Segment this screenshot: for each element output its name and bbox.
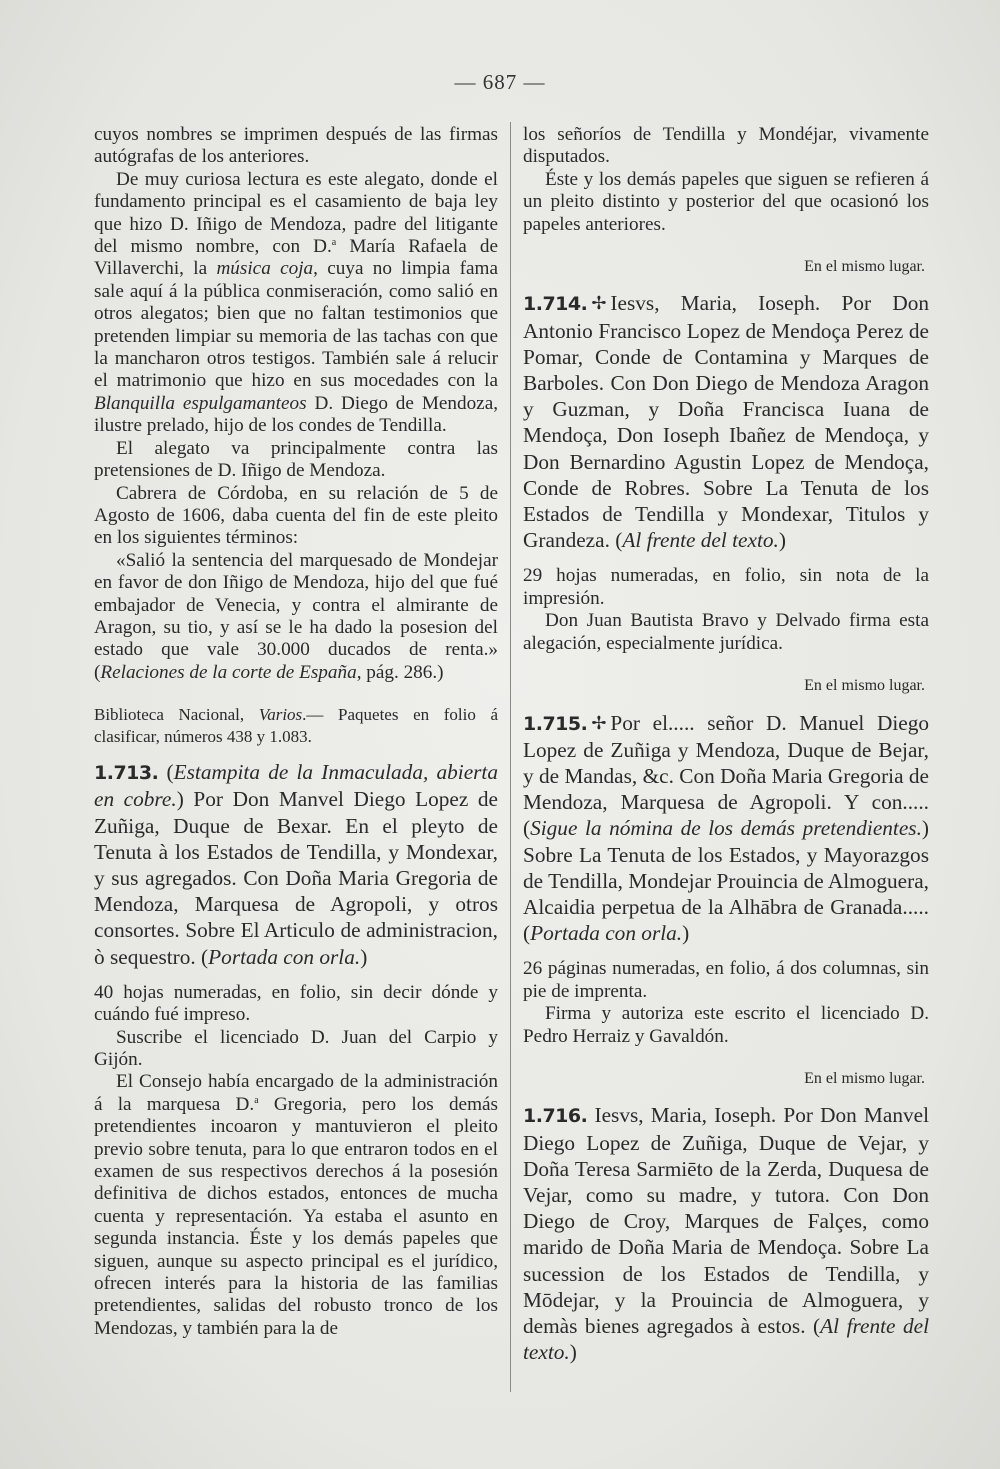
text-run: Estampita de la Inmaculada, abierta en cobre. [94, 760, 498, 812]
text-run: D. Diego de Mendoza, ilustre prelado, hijo de los condes de Tendilla. [94, 392, 499, 437]
text-run: Firma y autoriza este escrito el licenciado D. Pedro Herraiz y Gavaldón. [523, 1003, 929, 1047]
text-run: 26 páginas numeradas, en folio, á dos columnas, sin pie de imprenta. [523, 958, 929, 1002]
text-run: Don Juan Bautista Bravo y Delvado firma esta alegación, especialmente jurídica. [523, 610, 929, 654]
paragraph [523, 958, 929, 1003]
paragraph [523, 1003, 929, 1048]
text-run: Suscribe el licenciado D. Juan del Carpio y Gijón. [94, 1026, 498, 1070]
paragraph [523, 169, 929, 236]
text-run: Sigue la nómina de los demás pretendientes. [530, 816, 922, 841]
location-note: En el mismo lugar. [804, 258, 925, 276]
paragraph [94, 169, 498, 438]
entry-number: 1.716. [523, 1105, 588, 1128]
text-run: , pág. 286.) [356, 661, 444, 683]
text-run: 29 hojas numeradas, en folio, sin nota de la impresión. [523, 565, 929, 609]
text-run: El alegato va principalmente contra las pretensiones de D. Iñigo de Mendoza. [94, 437, 498, 482]
entry-1715 [523, 710, 929, 947]
paragraph [94, 483, 498, 550]
text-run: .— Paquetes en folio á clasificar, números 438 y 1.083. [94, 705, 498, 746]
left-column [94, 124, 498, 1340]
text-run: Portada con orla. [530, 921, 683, 946]
text-run: Biblioteca Nacional, [94, 705, 259, 725]
text-run: El Consejo había encargado de la administración á la marquesa D. [94, 1071, 498, 1115]
text-run: Varios [258, 705, 303, 725]
entry-1713 [94, 759, 498, 970]
text-run: Iesvs, Maria, Ioseph. Por Don Antonio Francisco Lopez de Mendoça Perez de Pomar, Conde de Contamina y Marques de Barboles. Con Don Diego de Mendoza Aragon y Guzman, y Doña Francisca Iuana de Mendoça, Don Ioseph Ibañez de Mendoça, y Don Bernardino Agustin Lopez de Mendoça, Conde de Robres. Sobre La Tenuta de los Estados de Tendilla y Mondexar, Titulos y Grandeza. ( [523, 291, 929, 553]
text-run: Al frente del texto. [523, 1313, 929, 1365]
location-note: En el mismo lugar. [804, 1069, 925, 1087]
page-number: — 687 — [454, 70, 546, 94]
text-run: María Rafaela de Villaverchi, la [94, 236, 498, 280]
entry-1716 [523, 1102, 929, 1365]
text-run: Iesvs, Maria, Ioseph. Por Don Manvel Diego Lopez de Zuñiga, Duque de Vejar, y Doña Teresa Sarmiēto de la Zerda, Duquesa de Vejar, como su madre, y tutora. Con Don Diego de Croy, Marques de Falçes, como marido de Doña Maria de Mendoça. Sobre La sucession de los Estados de Tendilla, y Mōdejar, y la Prouincia de Almoguera, y demàs bienes agregados à estos. ( [523, 1103, 929, 1338]
paragraph [94, 1027, 498, 1072]
right-column [523, 124, 929, 1365]
column-divider [510, 122, 511, 1392]
entry-number: 1.713. [94, 762, 159, 785]
text-run: «Salió la sentencia del marquesado de Mondejar en favor de don Iñigo de Mendoza, hijo del que fué embajador de Venecia, y contra el almirante de Aragon, su tio, y así se le ha dado la posesion del estado que vale 30.000 ducados de renta.» ( [94, 549, 498, 683]
paragraph [94, 982, 498, 1027]
text-run: Por el..... señor D. Manuel Diego Lopez de Zuñiga y Mendoza, Duque de Bejar, y de Mandas, &c. Con Doña Maria Gregoria de Mendoza, Marquesa de Agropoli. Y con..... ( [523, 710, 929, 841]
entry-number: 1.714. [523, 293, 588, 316]
text-run: los señoríos de Tendilla y Mondéjar, vivamente disputados. [523, 124, 929, 168]
entry-number: 1.715. [523, 712, 588, 735]
paragraph [94, 1071, 498, 1340]
quotation [94, 550, 498, 684]
text-run: Blanquilla espulgamanteos [94, 392, 307, 414]
text-run: , cuya no limpia fama sale aquí á la pública conmiseración, como salió en otros alegatos; bien que no faltan testimonios que pretenden limpiar su memoria de las tachas con que la mancharon otros testigos. También sale á relucir el matrimonio que hizo en sus mocedades con la [94, 258, 498, 392]
location-note: En el mismo lugar. [804, 677, 925, 695]
text-run: ) [569, 1340, 577, 1365]
text-run: Relaciones de la corte de España [100, 661, 357, 683]
text-run: Éste y los demás papeles que siguen se refieren á un pleito distinto y posterior del que ocasionó los papeles anteriores. [523, 168, 929, 235]
paragraph [523, 610, 929, 655]
text-run: ) Por Don Manvel Diego Lopez de Zuñiga, Duque de Bexar. En el pleyto de Tenuta à los Estados de Tendilla, y Mondexar, y sus agregados. Con Doña Maria Gregoria de Mendoza, Marquesa de Agropoli, y otros consortes. Sobre El Articulo de administracion, ò sequestro. ( [94, 787, 498, 969]
text-run: música coja [216, 258, 314, 280]
paragraph [523, 124, 929, 169]
text-run: Cabrera de Córdoba, en su relación de 5 de Agosto de 1606, daba cuenta del fin de este pleito en los siguientes términos: [94, 482, 498, 549]
text-run: a [254, 1094, 259, 1106]
text-run: ( [158, 760, 174, 785]
text-run: De muy curiosa lectura es este alegato, donde el fundamento principal es el casamiento de baja ley que hizo D. Iñigo de Mendoza, padre del litigante del mismo nombre, con D. [94, 168, 498, 258]
text-run: ) Sobre La Tenuta de los Estados, y Mayorazgos de Tendilla, Mondejar Prouincia de Almoguera, Alcaidia perpetua de la Alhābra de Granada..... ( [523, 816, 929, 946]
text-run: ) [778, 528, 786, 553]
text-run: ) [682, 921, 690, 946]
text-run: ) [360, 944, 368, 969]
paragraph [523, 565, 929, 610]
cross-icon: ✢ [591, 293, 607, 315]
paragraph [94, 438, 498, 483]
text-run: cuyos nombres se imprimen después de las firmas autógrafas de los anteriores. [94, 124, 498, 168]
text-run: 40 hojas numeradas, en folio, sin decir dónde y cuándo fué impreso. [94, 981, 498, 1026]
entry-1714 [523, 290, 929, 553]
text-run: Al frente del texto. [622, 528, 779, 553]
text-run: Portada con orla. [208, 944, 361, 969]
paragraph [94, 124, 498, 169]
library-reference [94, 704, 498, 747]
cross-icon: ✢ [591, 712, 607, 734]
text-run: a [331, 237, 337, 249]
text-run: Gregoria, pero los demás pretendientes incoaron y mantuvieron el pleito previo sobre tenuta, para lo que entraron todos en el examen de sus respectivos derechos á la posesión definitiva de dichos estados, entonces de mucha cuenta y representación. Ya estaba el asunto en segunda instancia. Éste y los demás papeles que siguen, aunque su aspecto principal es el jurídico, ofrecen interés para la historia de las familias pretendientes, salidas del robusto tronco de los Mendozas, y también para la de [94, 1093, 498, 1339]
